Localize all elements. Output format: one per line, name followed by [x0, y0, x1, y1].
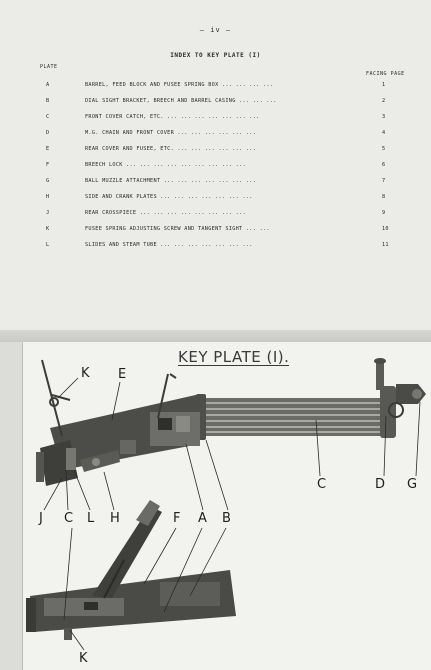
callout-label: E — [118, 367, 127, 382]
callout-label: C — [64, 511, 74, 526]
row-letter: L — [46, 242, 50, 248]
callout-label: K — [79, 651, 88, 666]
row-page: 3 — [382, 114, 386, 120]
row-page: 5 — [382, 146, 386, 152]
row-page: 9 — [382, 210, 386, 216]
row-letter: D — [46, 130, 50, 136]
index-title: INDEX TO KEY PLATE (I) — [170, 52, 261, 59]
row-letter: F — [46, 162, 50, 168]
row-letter: A — [46, 82, 50, 88]
row-description: M.G. CHAIN AND FRONT COVER ... ... ... ... ... ... — [85, 130, 257, 136]
row-letter: E — [46, 146, 50, 152]
receiver-body — [36, 394, 200, 486]
callout-label: H — [110, 511, 120, 526]
row-description: BREECH LOCK ... ... ... ... ... ... ... ... ... — [85, 162, 246, 168]
callout-label: C — [317, 477, 327, 492]
row-letter: G — [46, 178, 50, 184]
row-page: 8 — [382, 194, 386, 200]
callout-label: J — [39, 511, 43, 526]
row-description: SIDE AND CRANK PLATES ... ... ... ... ... ... ... — [85, 194, 253, 200]
row-description: BALL MUZZLE ATTACHMENT ... ... ... ... ... ... ... — [85, 178, 257, 184]
row-page: 7 — [382, 178, 386, 184]
row-description: REAR CROSSPIECE ... ... ... ... ... ... ... ... — [85, 210, 246, 216]
callout-label: F — [173, 511, 181, 526]
row-description: DIAL SIGHT BRACKET, BREECH AND BARREL CASING ... ... ... — [85, 98, 277, 104]
row-letter: J — [46, 210, 50, 216]
row-description: SLIDES AND STEAM TUBE ... ... ... ... ... ... ... — [85, 242, 253, 248]
row-description: FUSEE SPRING ADJUSTING SCREW AND TANGENT SIGHT ... ... — [85, 226, 270, 232]
row-page: 1 — [382, 82, 386, 88]
barrel-jacket — [196, 358, 426, 440]
row-page: 10 — [382, 226, 389, 232]
callout-label: K — [81, 366, 90, 381]
row-letter: H — [46, 194, 50, 200]
row-description: BARREL, FEED BLOCK AND FUSEE SPRING BOX ... ... ... ... — [85, 82, 274, 88]
row-page: 4 — [382, 130, 386, 136]
row-letter: K — [46, 226, 50, 232]
facing-page-column-header: FACING PAGE — [366, 71, 405, 77]
row-letter: B — [46, 98, 50, 104]
callout-label: A — [198, 511, 207, 526]
page-number-header: — iv — — [199, 26, 232, 34]
plate-column-header: PLATE — [40, 64, 58, 70]
row-description: REAR COVER AND FUSEE, ETC. ... ... ... ... ... ... — [85, 146, 257, 152]
row-page: 6 — [382, 162, 386, 168]
callout-label: B — [222, 511, 231, 526]
row-page: 2 — [382, 98, 386, 104]
callout-label: D — [375, 477, 386, 492]
row-description: FRONT COVER CATCH, ETC. ... ... ... ... ... ... ... — [85, 114, 260, 120]
row-letter: C — [46, 114, 50, 120]
callout-label: L — [87, 511, 95, 526]
row-page: 11 — [382, 242, 389, 248]
callout-label: G — [407, 477, 418, 492]
key-plate-title: KEY PLATE (I). — [178, 348, 290, 366]
